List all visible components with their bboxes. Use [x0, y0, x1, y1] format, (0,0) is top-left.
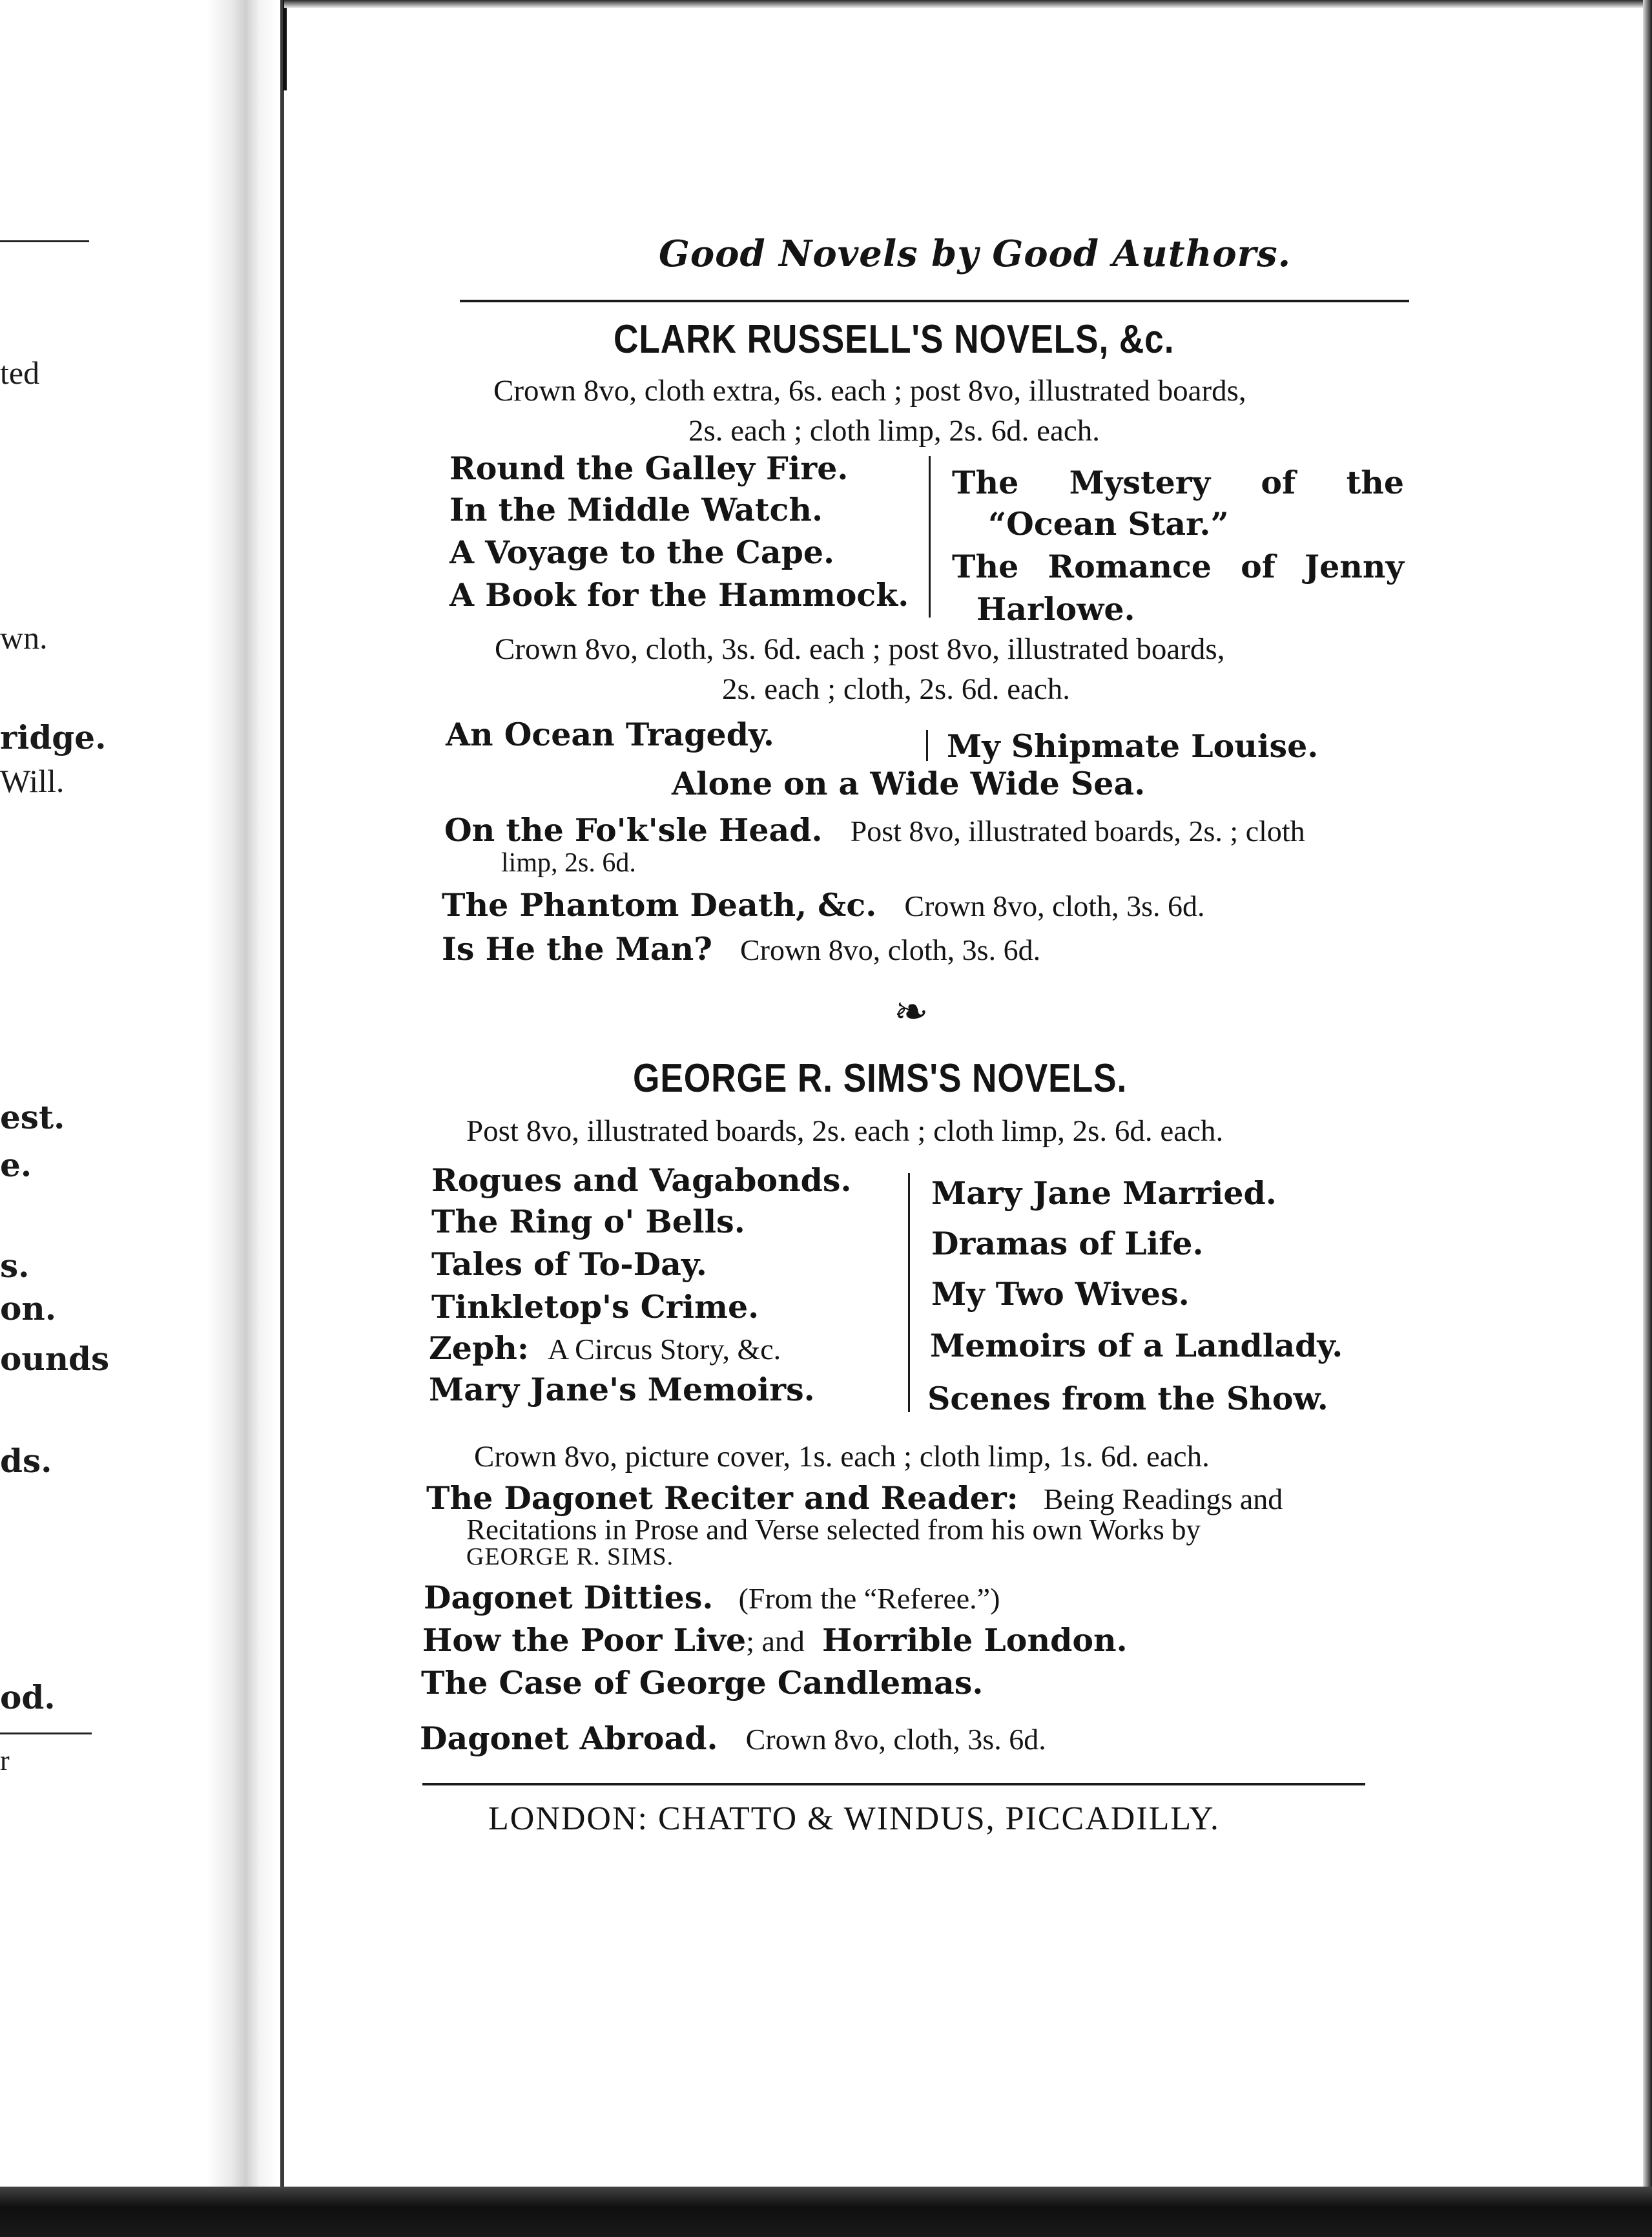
- book-title: Zeph:: [429, 1329, 529, 1367]
- book-title: Dagonet Abroad.: [420, 1720, 718, 1757]
- book-title: On the Fo'k'sle Head.: [444, 811, 823, 849]
- previous-page-rule: [0, 240, 89, 242]
- previous-page-fragment: r: [0, 1745, 10, 1776]
- book-entry: [442, 930, 1040, 968]
- book-connector: ; and: [746, 1625, 805, 1658]
- book-description-author: GEORGE R. SIMS.: [466, 1543, 674, 1570]
- previous-page-fragment: e.: [0, 1146, 32, 1184]
- book-description: Being Readings and: [1043, 1483, 1283, 1515]
- publisher-imprint: LONDON: CHATTO & WINDUS, PICCADILLY.: [488, 1800, 1220, 1837]
- book-title: Rogues and Vagabonds.: [431, 1161, 852, 1199]
- book-entry: [444, 811, 1305, 849]
- book-title: The Dagonet Reciter and Reader:: [426, 1479, 1018, 1517]
- book-price-note: Crown 8vo, cloth, 3s. 6d.: [739, 933, 1041, 966]
- book-entry: [442, 886, 1205, 924]
- book-title: A Book for the Hammock.: [449, 576, 909, 614]
- page-edge-top: [284, 0, 1643, 8]
- previous-page-fragment: Will.: [0, 763, 65, 799]
- book-title: Horrible London.: [821, 1621, 1128, 1659]
- previous-page-fragment: est.: [0, 1098, 65, 1136]
- title-word: Mystery: [1069, 464, 1211, 501]
- sims-price-note: Post 8vo, illustrated boards, 2s. each ; cloth limp, 2s. 6d. each.: [466, 1114, 1224, 1148]
- book-title: Alone on a Wide Wide Sea.: [672, 765, 1146, 802]
- russell-price-note: 2s. each ; cloth, 2s. 6d. each.: [722, 672, 1071, 706]
- book-price-note: Crown 8vo, cloth, 3s. 6d.: [745, 1723, 1046, 1756]
- book-price-note: Post 8vo, illustrated boards, 2s. ; cloth: [850, 815, 1305, 848]
- title-word: Jenny: [1304, 548, 1404, 585]
- book-title: Dramas of Life.: [931, 1225, 1204, 1262]
- previous-page-fragment: ounds: [0, 1340, 110, 1378]
- page-gutter-shadow: [207, 0, 278, 2190]
- running-head: Good Novels by Good Authors.: [659, 233, 1292, 275]
- previous-page-fragment: wn.: [0, 619, 48, 656]
- book-title-continuation: “Ocean Star.”: [988, 505, 1229, 543]
- page-edge-left-top: [283, 0, 287, 90]
- book-title: Mary Jane's Memoirs.: [429, 1371, 815, 1408]
- russell-price-note: 2s. each ; cloth limp, 2s. 6d. each.: [688, 414, 1100, 448]
- russell-section-title: CLARK RUSSELL'S NOVELS, &c.: [614, 317, 1175, 362]
- book-entry: [429, 1329, 781, 1367]
- title-word: The: [952, 548, 1019, 585]
- book-price-note: (From the “Referee.”): [738, 1582, 1000, 1615]
- column-divider: [926, 730, 928, 761]
- book-title-romance: [952, 548, 1404, 585]
- title-word: The: [952, 464, 1019, 501]
- book-title: An Ocean Tragedy.: [446, 716, 774, 753]
- previous-page-rule: [0, 1732, 92, 1734]
- head-rule: [460, 300, 1409, 302]
- book-description: Recitations in Prose and Verse selected from his own Works by: [466, 1514, 1201, 1546]
- column-divider: [908, 1173, 910, 1412]
- book-entry: [426, 1479, 1283, 1517]
- book-title: The Ring o' Bells.: [431, 1203, 745, 1240]
- book-title: Round the Galley Fire.: [449, 450, 849, 487]
- book-title-mystery: [952, 464, 1404, 501]
- book-title: Memoirs of a Landlady.: [930, 1327, 1343, 1364]
- column-divider: [929, 456, 931, 618]
- book-title-continuation: Harlowe.: [976, 590, 1135, 628]
- title-word: of: [1241, 548, 1275, 585]
- book-entry: [422, 1621, 1128, 1659]
- ornament-dingbat: ❧: [894, 988, 929, 1036]
- book-title: Is He the Man?: [442, 930, 712, 968]
- book-subtitle: A Circus Story, &c.: [547, 1333, 781, 1366]
- previous-page-fragment: on.: [0, 1289, 57, 1327]
- book-title: My Two Wives.: [931, 1275, 1190, 1313]
- book-title: A Voyage to the Cape.: [449, 534, 835, 571]
- book-title: Scenes from the Show.: [927, 1380, 1328, 1417]
- previous-page-fragment: ridge.: [0, 718, 107, 756]
- book-title: Tales of To-Day.: [431, 1245, 707, 1283]
- previous-page-fragment: ds.: [0, 1442, 52, 1480]
- book-title: How the Poor Live: [422, 1621, 747, 1659]
- book-title: Mary Jane Married.: [931, 1174, 1277, 1212]
- book-entry: [424, 1579, 1000, 1616]
- book-price-note: limp, 2s. 6d.: [501, 848, 636, 878]
- russell-price-note: Crown 8vo, cloth extra, 6s. each ; post 8vo, illustrated boards,: [493, 374, 1246, 408]
- book-price-note: Crown 8vo, cloth, 3s. 6d.: [904, 890, 1205, 922]
- book-title: In the Middle Watch.: [449, 491, 823, 528]
- book-title: Tinkletop's Crime.: [431, 1288, 759, 1326]
- book-title: Dagonet Ditties.: [424, 1579, 714, 1616]
- title-word: the: [1346, 464, 1404, 501]
- russell-price-note: Crown 8vo, cloth, 3s. 6d. each ; post 8vo, illustrated boards,: [495, 632, 1225, 666]
- scan-bottom-border: [0, 2187, 1652, 2237]
- previous-page-fragment: od.: [0, 1678, 56, 1716]
- sims-price-note: Crown 8vo, picture cover, 1s. each ; cloth limp, 1s. 6d. each.: [474, 1440, 1210, 1473]
- title-word: of: [1261, 464, 1296, 501]
- book-entry: [420, 1720, 1046, 1757]
- book-title: The Phantom Death, &c.: [442, 886, 877, 924]
- page-edge-left: [280, 0, 284, 2190]
- footer-rule: [422, 1783, 1365, 1785]
- book-title: My Shipmate Louise.: [947, 727, 1319, 765]
- page-edge-right: [1643, 0, 1652, 2237]
- previous-page-fragment: ted: [0, 355, 40, 391]
- book-title: The Case of George Candlemas.: [421, 1664, 984, 1701]
- title-word: Romance: [1048, 548, 1212, 585]
- sims-section-title: GEORGE R. SIMS'S NOVELS.: [633, 1056, 1128, 1101]
- previous-page-fragment: s.: [0, 1247, 30, 1285]
